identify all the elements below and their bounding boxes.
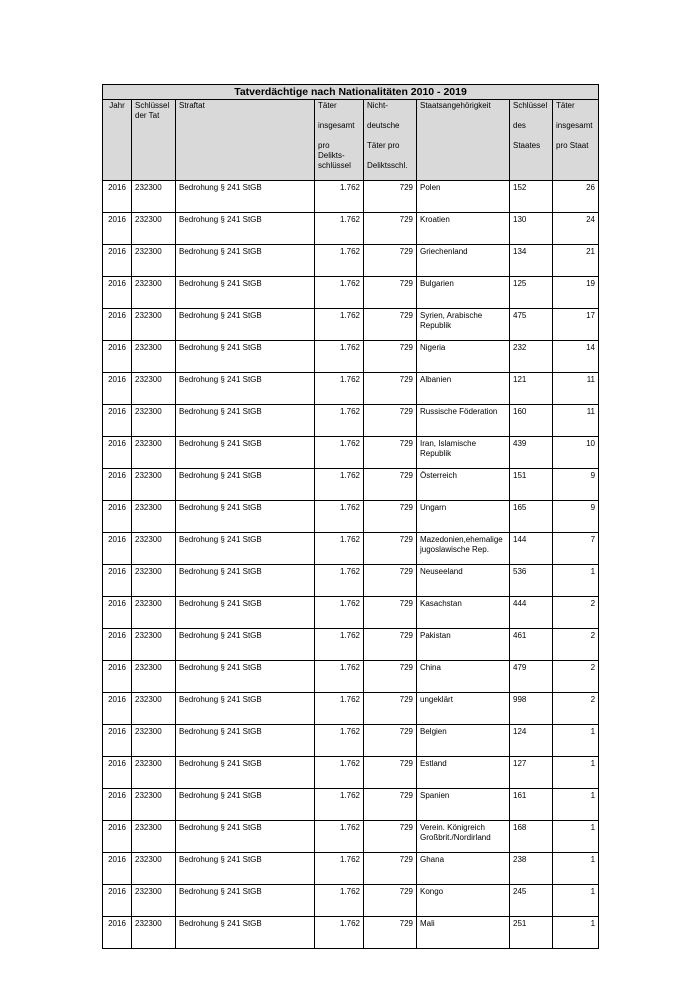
cell-taeter-insgesamt: 1.762 [315,245,364,277]
cell-straftat: Bedrohung § 241 StGB [176,853,315,885]
cell-staatsangehoerigkeit: Polen [417,181,510,213]
cell-taeter-insgesamt: 1.762 [315,565,364,597]
cell-nichtdeutsche: 729 [364,405,417,437]
cell-taeter-insgesamt: 1.762 [315,917,364,949]
cell-taeter-staat: 9 [553,501,599,533]
cell-taeter-staat: 1 [553,821,599,853]
cell-schluessel-tat: 232300 [132,437,176,469]
cell-nichtdeutsche: 729 [364,181,417,213]
cell-jahr: 2016 [103,373,132,405]
table-row [103,437,599,469]
cell-staatsangehoerigkeit: Russische Föderation [417,405,510,437]
cell-straftat: Bedrohung § 241 StGB [176,501,315,533]
cell-schluessel-tat: 232300 [132,789,176,821]
cell-schluessel-staat: 151 [510,469,553,501]
cell-nichtdeutsche: 729 [364,501,417,533]
cell-taeter-insgesamt: 1.762 [315,597,364,629]
cell-taeter-insgesamt: 1.762 [315,789,364,821]
cell-jahr: 2016 [103,661,132,693]
column-header-schluessel-tat: Schlüssel der Tat [132,100,176,181]
cell-taeter-staat: 24 [553,213,599,245]
cell-staatsangehoerigkeit: Griechenland [417,245,510,277]
cell-staatsangehoerigkeit: ungeklärt [417,693,510,725]
cell-jahr: 2016 [103,181,132,213]
cell-staatsangehoerigkeit: Kongo [417,885,510,917]
table-row [103,693,599,725]
cell-schluessel-staat: 444 [510,597,553,629]
table-row [103,373,599,405]
cell-staatsangehoerigkeit: Syrien, Arabische Republik [417,309,510,341]
cell-nichtdeutsche: 729 [364,565,417,597]
cell-schluessel-tat: 232300 [132,533,176,565]
cell-schluessel-tat: 232300 [132,629,176,661]
cell-staatsangehoerigkeit: China [417,661,510,693]
cell-schluessel-tat: 232300 [132,565,176,597]
cell-schluessel-tat: 232300 [132,469,176,501]
cell-straftat: Bedrohung § 241 StGB [176,757,315,789]
cell-taeter-insgesamt: 1.762 [315,341,364,373]
cell-staatsangehoerigkeit: Mali [417,917,510,949]
cell-taeter-insgesamt: 1.762 [315,629,364,661]
cell-taeter-staat: 1 [553,853,599,885]
cell-straftat: Bedrohung § 241 StGB [176,917,315,949]
cell-taeter-insgesamt: 1.762 [315,853,364,885]
nationalities-table [102,84,599,949]
table-row [103,661,599,693]
cell-jahr: 2016 [103,213,132,245]
cell-straftat: Bedrohung § 241 StGB [176,629,315,661]
cell-taeter-staat: 2 [553,693,599,725]
cell-staatsangehoerigkeit: Albanien [417,373,510,405]
cell-straftat: Bedrohung § 241 StGB [176,245,315,277]
cell-schluessel-staat: 134 [510,245,553,277]
cell-taeter-staat: 9 [553,469,599,501]
cell-straftat: Bedrohung § 241 StGB [176,725,315,757]
column-header-taeter-staat: Täter insgesamt pro Staat [553,100,599,181]
cell-jahr: 2016 [103,469,132,501]
cell-taeter-staat: 1 [553,917,599,949]
cell-straftat: Bedrohung § 241 StGB [176,277,315,309]
cell-taeter-staat: 1 [553,757,599,789]
cell-schluessel-tat: 232300 [132,213,176,245]
cell-nichtdeutsche: 729 [364,533,417,565]
cell-jahr: 2016 [103,533,132,565]
cell-taeter-staat: 11 [553,373,599,405]
table-row [103,181,599,213]
cell-nichtdeutsche: 729 [364,725,417,757]
cell-schluessel-tat: 232300 [132,821,176,853]
cell-schluessel-tat: 232300 [132,853,176,885]
cell-taeter-staat: 26 [553,181,599,213]
cell-staatsangehoerigkeit: Iran, Islamische Republik [417,437,510,469]
cell-nichtdeutsche: 729 [364,437,417,469]
cell-staatsangehoerigkeit: Nigeria [417,341,510,373]
cell-schluessel-staat: 461 [510,629,553,661]
cell-nichtdeutsche: 729 [364,597,417,629]
cell-taeter-insgesamt: 1.762 [315,309,364,341]
cell-schluessel-staat: 245 [510,885,553,917]
cell-taeter-staat: 2 [553,629,599,661]
cell-taeter-insgesamt: 1.762 [315,469,364,501]
cell-jahr: 2016 [103,885,132,917]
table-row [103,277,599,309]
cell-schluessel-staat: 121 [510,373,553,405]
cell-taeter-insgesamt: 1.762 [315,213,364,245]
cell-nichtdeutsche: 729 [364,789,417,821]
cell-taeter-staat: 2 [553,597,599,629]
cell-schluessel-tat: 232300 [132,917,176,949]
cell-jahr: 2016 [103,693,132,725]
cell-jahr: 2016 [103,309,132,341]
cell-nichtdeutsche: 729 [364,757,417,789]
cell-schluessel-staat: 439 [510,437,553,469]
table-row [103,309,599,341]
cell-schluessel-staat: 165 [510,501,553,533]
cell-jahr: 2016 [103,501,132,533]
cell-schluessel-staat: 144 [510,533,553,565]
column-header-staat: Staatsangehörigkeit [417,100,510,181]
cell-straftat: Bedrohung § 241 StGB [176,885,315,917]
cell-schluessel-staat: 124 [510,725,553,757]
cell-schluessel-tat: 232300 [132,597,176,629]
cell-nichtdeutsche: 729 [364,245,417,277]
cell-taeter-insgesamt: 1.762 [315,277,364,309]
cell-jahr: 2016 [103,789,132,821]
cell-straftat: Bedrohung § 241 StGB [176,341,315,373]
table-row [103,917,599,949]
cell-schluessel-staat: 127 [510,757,553,789]
table-header-row [103,100,599,181]
cell-jahr: 2016 [103,725,132,757]
cell-straftat: Bedrohung § 241 StGB [176,469,315,501]
cell-nichtdeutsche: 729 [364,821,417,853]
cell-straftat: Bedrohung § 241 StGB [176,533,315,565]
cell-straftat: Bedrohung § 241 StGB [176,565,315,597]
cell-schluessel-tat: 232300 [132,373,176,405]
cell-straftat: Bedrohung § 241 StGB [176,597,315,629]
cell-nichtdeutsche: 729 [364,693,417,725]
table-row [103,469,599,501]
table-row [103,533,599,565]
cell-schluessel-staat: 168 [510,821,553,853]
cell-staatsangehoerigkeit: Österreich [417,469,510,501]
cell-taeter-staat: 14 [553,341,599,373]
table-row [103,725,599,757]
cell-nichtdeutsche: 729 [364,373,417,405]
cell-taeter-staat: 2 [553,661,599,693]
table-title: Tatverdächtige nach Nationalitäten 2010 - 2019 [103,85,599,100]
cell-schluessel-tat: 232300 [132,405,176,437]
table-row [103,629,599,661]
cell-schluessel-staat: 251 [510,917,553,949]
cell-jahr: 2016 [103,597,132,629]
column-header-taeter-insgesamt: Täter insgesamt pro Delikts- schlüssel [315,100,364,181]
cell-jahr: 2016 [103,757,132,789]
table-row [103,213,599,245]
cell-staatsangehoerigkeit: Kroatien [417,213,510,245]
cell-nichtdeutsche: 729 [364,309,417,341]
cell-straftat: Bedrohung § 241 StGB [176,309,315,341]
table-row [103,853,599,885]
table-body [103,181,599,949]
cell-jahr: 2016 [103,629,132,661]
cell-jahr: 2016 [103,853,132,885]
cell-straftat: Bedrohung § 241 StGB [176,405,315,437]
table-row [103,597,599,629]
cell-schluessel-staat: 160 [510,405,553,437]
cell-schluessel-tat: 232300 [132,181,176,213]
cell-taeter-insgesamt: 1.762 [315,885,364,917]
cell-taeter-insgesamt: 1.762 [315,821,364,853]
cell-jahr: 2016 [103,341,132,373]
cell-schluessel-tat: 232300 [132,661,176,693]
cell-taeter-staat: 17 [553,309,599,341]
cell-staatsangehoerigkeit: Spanien [417,789,510,821]
table-row [103,789,599,821]
cell-nichtdeutsche: 729 [364,469,417,501]
cell-taeter-insgesamt: 1.762 [315,533,364,565]
cell-schluessel-staat: 152 [510,181,553,213]
cell-staatsangehoerigkeit: Kasachstan [417,597,510,629]
table-row [103,341,599,373]
cell-schluessel-staat: 479 [510,661,553,693]
cell-staatsangehoerigkeit: Neuseeland [417,565,510,597]
table-row [103,821,599,853]
cell-taeter-staat: 19 [553,277,599,309]
cell-schluessel-tat: 232300 [132,885,176,917]
cell-taeter-insgesamt: 1.762 [315,725,364,757]
cell-taeter-staat: 1 [553,789,599,821]
cell-staatsangehoerigkeit: Verein. Königreich Großbrit./Nordirland [417,821,510,853]
cell-taeter-staat: 10 [553,437,599,469]
cell-schluessel-tat: 232300 [132,309,176,341]
table-row [103,757,599,789]
cell-schluessel-staat: 536 [510,565,553,597]
table-row [103,885,599,917]
cell-schluessel-staat: 161 [510,789,553,821]
cell-schluessel-staat: 998 [510,693,553,725]
column-header-nichtdeutsche: Nicht- deutsche Täter pro Deliktsschl. [364,100,417,181]
cell-nichtdeutsche: 729 [364,629,417,661]
cell-straftat: Bedrohung § 241 StGB [176,821,315,853]
table-row [103,565,599,597]
cell-staatsangehoerigkeit: Estland [417,757,510,789]
cell-nichtdeutsche: 729 [364,853,417,885]
cell-taeter-insgesamt: 1.762 [315,501,364,533]
cell-schluessel-tat: 232300 [132,693,176,725]
cell-taeter-insgesamt: 1.762 [315,661,364,693]
cell-jahr: 2016 [103,437,132,469]
cell-taeter-insgesamt: 1.762 [315,373,364,405]
cell-taeter-staat: 7 [553,533,599,565]
cell-schluessel-tat: 232300 [132,245,176,277]
table-row [103,245,599,277]
cell-staatsangehoerigkeit: Mazedonien,ehemalige jugoslawische Rep. [417,533,510,565]
cell-schluessel-tat: 232300 [132,725,176,757]
cell-staatsangehoerigkeit: Bulgarien [417,277,510,309]
cell-jahr: 2016 [103,245,132,277]
cell-staatsangehoerigkeit: Belgien [417,725,510,757]
cell-nichtdeutsche: 729 [364,213,417,245]
cell-nichtdeutsche: 729 [364,341,417,373]
cell-schluessel-staat: 130 [510,213,553,245]
column-header-schluessel-staat: Schlüssel des Staates [510,100,553,181]
cell-staatsangehoerigkeit: Ungarn [417,501,510,533]
cell-jahr: 2016 [103,277,132,309]
cell-straftat: Bedrohung § 241 StGB [176,661,315,693]
cell-taeter-insgesamt: 1.762 [315,437,364,469]
cell-nichtdeutsche: 729 [364,277,417,309]
cell-taeter-staat: 11 [553,405,599,437]
cell-straftat: Bedrohung § 241 StGB [176,789,315,821]
table-row [103,501,599,533]
cell-staatsangehoerigkeit: Ghana [417,853,510,885]
cell-taeter-staat: 1 [553,725,599,757]
cell-taeter-insgesamt: 1.762 [315,757,364,789]
table-row [103,405,599,437]
cell-taeter-insgesamt: 1.762 [315,693,364,725]
cell-schluessel-tat: 232300 [132,501,176,533]
cell-nichtdeutsche: 729 [364,885,417,917]
cell-schluessel-tat: 232300 [132,277,176,309]
cell-schluessel-staat: 238 [510,853,553,885]
cell-jahr: 2016 [103,821,132,853]
cell-jahr: 2016 [103,405,132,437]
cell-taeter-insgesamt: 1.762 [315,181,364,213]
cell-schluessel-staat: 232 [510,341,553,373]
column-header-straftat: Straftat [176,100,315,181]
column-header-jahr: Jahr [103,100,132,181]
cell-straftat: Bedrohung § 241 StGB [176,437,315,469]
cell-jahr: 2016 [103,565,132,597]
cell-schluessel-tat: 232300 [132,341,176,373]
cell-schluessel-staat: 125 [510,277,553,309]
cell-staatsangehoerigkeit: Pakistan [417,629,510,661]
cell-straftat: Bedrohung § 241 StGB [176,693,315,725]
cell-taeter-staat: 1 [553,565,599,597]
cell-jahr: 2016 [103,917,132,949]
cell-nichtdeutsche: 729 [364,917,417,949]
cell-straftat: Bedrohung § 241 StGB [176,181,315,213]
cell-straftat: Bedrohung § 241 StGB [176,213,315,245]
cell-straftat: Bedrohung § 241 StGB [176,373,315,405]
cell-taeter-staat: 21 [553,245,599,277]
cell-nichtdeutsche: 729 [364,661,417,693]
cell-taeter-staat: 1 [553,885,599,917]
cell-schluessel-tat: 232300 [132,757,176,789]
cell-schluessel-staat: 475 [510,309,553,341]
cell-taeter-insgesamt: 1.762 [315,405,364,437]
